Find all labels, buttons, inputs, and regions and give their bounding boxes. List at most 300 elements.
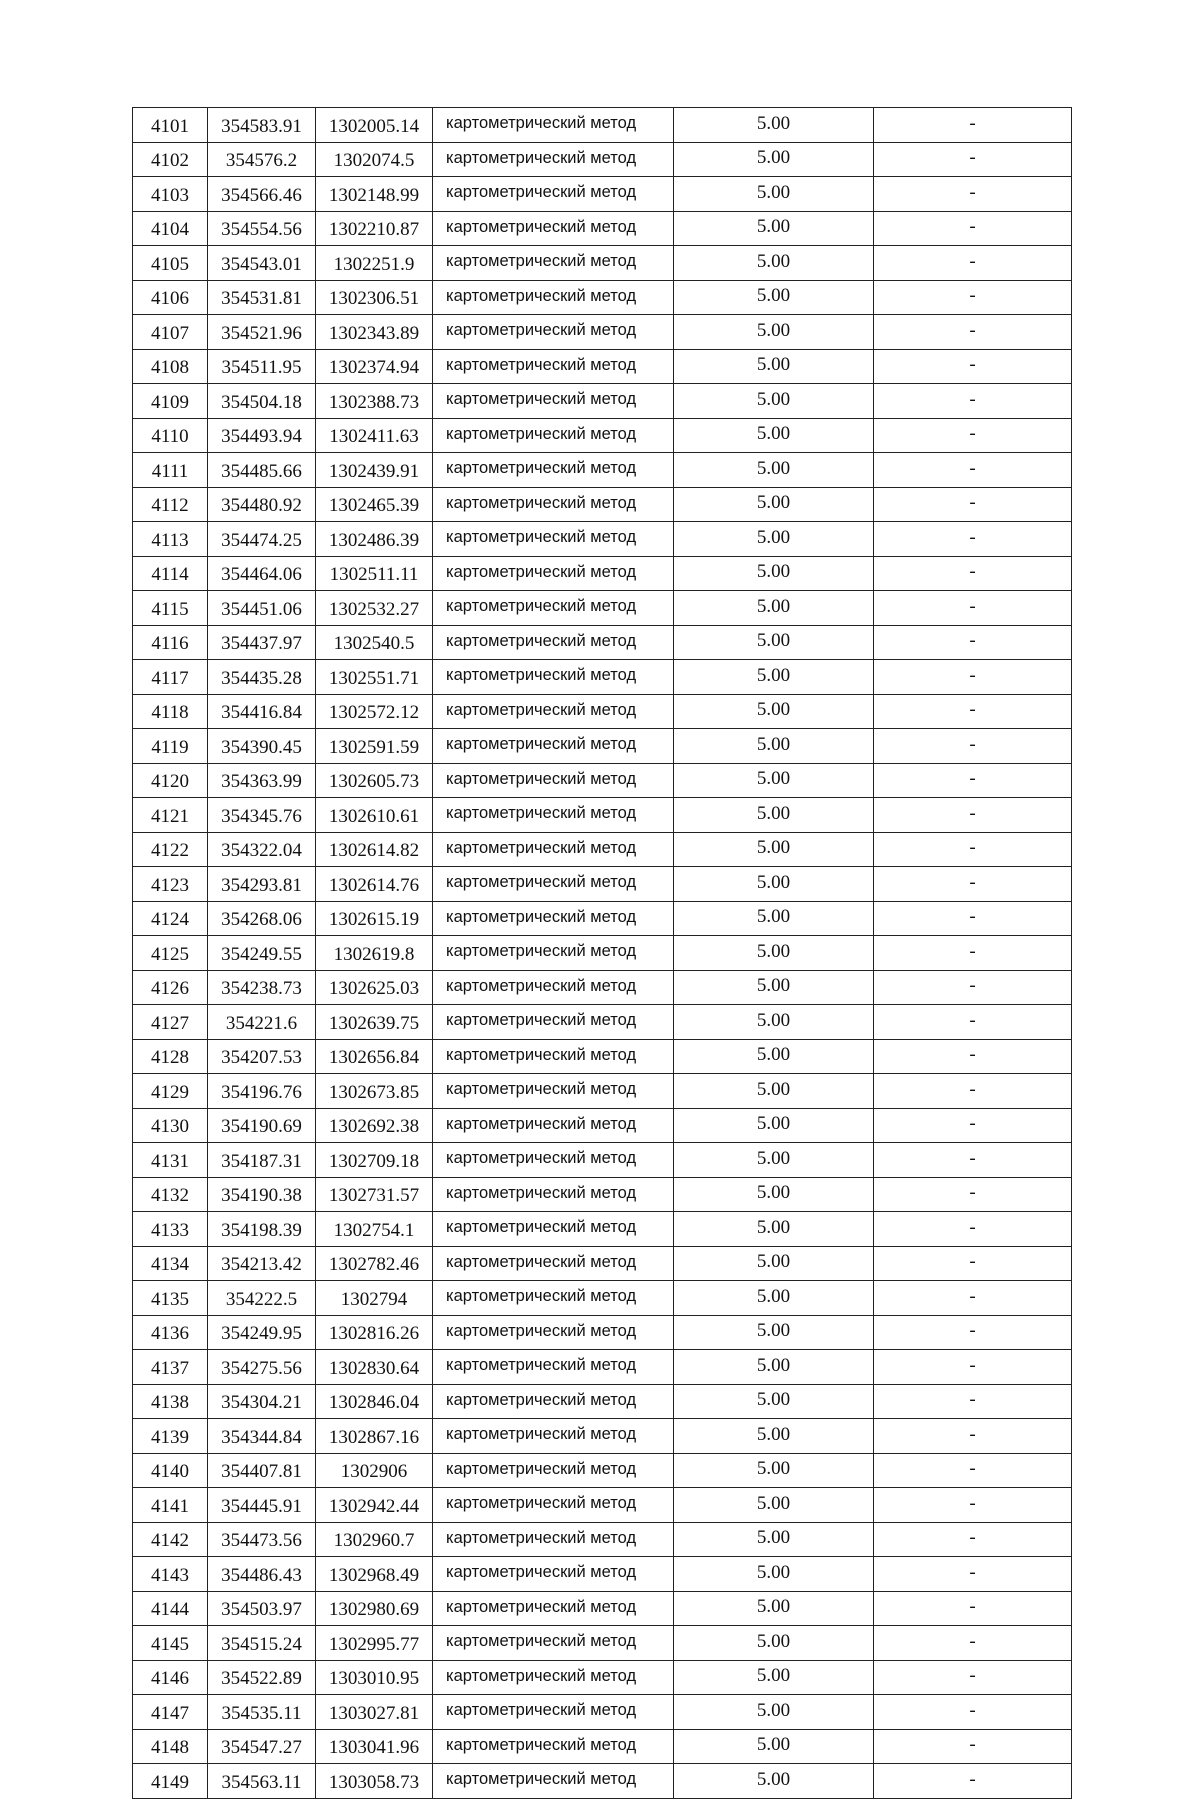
accuracy-cell: 5.00 (674, 1591, 874, 1626)
accuracy-cell: 5.00 (674, 1419, 874, 1454)
table-row (133, 1039, 1072, 1074)
y-coordinate-cell: 1302532.27 (316, 591, 433, 626)
description-cell: - (874, 729, 1072, 764)
table-row (133, 1005, 1072, 1040)
method-cell: картометрический метод (433, 108, 674, 143)
table-row (133, 418, 1072, 453)
point-number-cell: 4130 (133, 1108, 208, 1143)
point-number-cell: 4123 (133, 867, 208, 902)
point-number-cell: 4137 (133, 1350, 208, 1385)
method-cell: картометрический метод (433, 1488, 674, 1523)
accuracy-cell: 5.00 (674, 1384, 874, 1419)
y-coordinate-cell: 1302782.46 (316, 1246, 433, 1281)
y-coordinate-cell: 1302830.64 (316, 1350, 433, 1385)
table-row (133, 970, 1072, 1005)
accuracy-cell: 5.00 (674, 1522, 874, 1557)
point-number-cell: 4121 (133, 798, 208, 833)
table-row (133, 246, 1072, 281)
y-coordinate-cell: 1302656.84 (316, 1039, 433, 1074)
table-row (133, 487, 1072, 522)
x-coordinate-cell: 354503.97 (208, 1591, 316, 1626)
point-number-cell: 4144 (133, 1591, 208, 1626)
table-row (133, 1522, 1072, 1557)
point-number-cell: 4103 (133, 177, 208, 212)
x-coordinate-cell: 354293.81 (208, 867, 316, 902)
accuracy-cell: 5.00 (674, 1695, 874, 1730)
method-cell: картометрический метод (433, 936, 674, 971)
method-cell: картометрический метод (433, 591, 674, 626)
description-cell: - (874, 625, 1072, 660)
x-coordinate-cell: 354522.89 (208, 1660, 316, 1695)
x-coordinate-cell: 354566.46 (208, 177, 316, 212)
y-coordinate-cell: 1303041.96 (316, 1729, 433, 1764)
x-coordinate-cell: 354554.56 (208, 211, 316, 246)
accuracy-cell: 5.00 (674, 1626, 874, 1661)
y-coordinate-cell: 1302551.71 (316, 660, 433, 695)
table-row (133, 1695, 1072, 1730)
y-coordinate-cell: 1302794 (316, 1281, 433, 1316)
method-cell: картометрический метод (433, 660, 674, 695)
point-number-cell: 4122 (133, 832, 208, 867)
y-coordinate-cell: 1302148.99 (316, 177, 433, 212)
description-cell: - (874, 211, 1072, 246)
x-coordinate-cell: 354345.76 (208, 798, 316, 833)
description-cell: - (874, 798, 1072, 833)
y-coordinate-cell: 1302374.94 (316, 349, 433, 384)
description-cell: - (874, 901, 1072, 936)
method-cell: картометрический метод (433, 1695, 674, 1730)
description-cell: - (874, 1729, 1072, 1764)
method-cell: картометрический метод (433, 867, 674, 902)
x-coordinate-cell: 354196.76 (208, 1074, 316, 1109)
accuracy-cell: 5.00 (674, 349, 874, 384)
method-cell: картометрический метод (433, 1350, 674, 1385)
x-coordinate-cell: 354238.73 (208, 970, 316, 1005)
point-number-cell: 4139 (133, 1419, 208, 1454)
description-cell: - (874, 1384, 1072, 1419)
point-number-cell: 4132 (133, 1177, 208, 1212)
table-row (133, 1729, 1072, 1764)
description-cell: - (874, 970, 1072, 1005)
method-cell: картометрический метод (433, 1591, 674, 1626)
y-coordinate-cell: 1302754.1 (316, 1212, 433, 1247)
y-coordinate-cell: 1302846.04 (316, 1384, 433, 1419)
accuracy-cell: 5.00 (674, 867, 874, 902)
accuracy-cell: 5.00 (674, 1729, 874, 1764)
y-coordinate-cell: 1302439.91 (316, 453, 433, 488)
description-cell: - (874, 1488, 1072, 1523)
description-cell: - (874, 246, 1072, 281)
table-row (133, 1419, 1072, 1454)
method-cell: картометрический метод (433, 798, 674, 833)
method-cell: картометрический метод (433, 694, 674, 729)
point-number-cell: 4145 (133, 1626, 208, 1661)
x-coordinate-cell: 354221.6 (208, 1005, 316, 1040)
x-coordinate-cell: 354547.27 (208, 1729, 316, 1764)
x-coordinate-cell: 354493.94 (208, 418, 316, 453)
description-cell: - (874, 1005, 1072, 1040)
table-row (133, 522, 1072, 557)
table-row (133, 1557, 1072, 1592)
point-number-cell: 4133 (133, 1212, 208, 1247)
accuracy-cell: 5.00 (674, 487, 874, 522)
point-number-cell: 4127 (133, 1005, 208, 1040)
table-row (133, 1315, 1072, 1350)
accuracy-cell: 5.00 (674, 1212, 874, 1247)
point-number-cell: 4114 (133, 556, 208, 591)
accuracy-cell: 5.00 (674, 660, 874, 695)
point-number-cell: 4143 (133, 1557, 208, 1592)
point-number-cell: 4129 (133, 1074, 208, 1109)
y-coordinate-cell: 1302074.5 (316, 142, 433, 177)
y-coordinate-cell: 1302572.12 (316, 694, 433, 729)
x-coordinate-cell: 354451.06 (208, 591, 316, 626)
method-cell: картометрический метод (433, 315, 674, 350)
description-cell: - (874, 1177, 1072, 1212)
method-cell: картометрический метод (433, 1143, 674, 1178)
table-row (133, 1626, 1072, 1661)
x-coordinate-cell: 354473.56 (208, 1522, 316, 1557)
x-coordinate-cell: 354435.28 (208, 660, 316, 695)
accuracy-cell: 5.00 (674, 522, 874, 557)
x-coordinate-cell: 354275.56 (208, 1350, 316, 1385)
x-coordinate-cell: 354190.69 (208, 1108, 316, 1143)
y-coordinate-cell: 1302605.73 (316, 763, 433, 798)
y-coordinate-cell: 1302411.63 (316, 418, 433, 453)
description-cell: - (874, 177, 1072, 212)
x-coordinate-cell: 354363.99 (208, 763, 316, 798)
y-coordinate-cell: 1302995.77 (316, 1626, 433, 1661)
point-number-cell: 4118 (133, 694, 208, 729)
description-cell: - (874, 867, 1072, 902)
y-coordinate-cell: 1302486.39 (316, 522, 433, 557)
method-cell: картометрический метод (433, 1005, 674, 1040)
x-coordinate-cell: 354198.39 (208, 1212, 316, 1247)
point-number-cell: 4140 (133, 1453, 208, 1488)
point-number-cell: 4146 (133, 1660, 208, 1695)
accuracy-cell: 5.00 (674, 798, 874, 833)
y-coordinate-cell: 1303010.95 (316, 1660, 433, 1695)
x-coordinate-cell: 354576.2 (208, 142, 316, 177)
method-cell: картометрический метод (433, 349, 674, 384)
table-row (133, 867, 1072, 902)
y-coordinate-cell: 1302673.85 (316, 1074, 433, 1109)
accuracy-cell: 5.00 (674, 1005, 874, 1040)
y-coordinate-cell: 1302692.38 (316, 1108, 433, 1143)
accuracy-cell: 5.00 (674, 1315, 874, 1350)
accuracy-cell: 5.00 (674, 211, 874, 246)
coordinates-table (132, 107, 1072, 1799)
x-coordinate-cell: 354486.43 (208, 1557, 316, 1592)
accuracy-cell: 5.00 (674, 1764, 874, 1799)
accuracy-cell: 5.00 (674, 625, 874, 660)
table-row (133, 901, 1072, 936)
description-cell: - (874, 1522, 1072, 1557)
x-coordinate-cell: 354521.96 (208, 315, 316, 350)
point-number-cell: 4104 (133, 211, 208, 246)
accuracy-cell: 5.00 (674, 936, 874, 971)
accuracy-cell: 5.00 (674, 1143, 874, 1178)
table-row (133, 1281, 1072, 1316)
description-cell: - (874, 591, 1072, 626)
description-cell: - (874, 1695, 1072, 1730)
accuracy-cell: 5.00 (674, 556, 874, 591)
y-coordinate-cell: 1302960.7 (316, 1522, 433, 1557)
x-coordinate-cell: 354207.53 (208, 1039, 316, 1074)
x-coordinate-cell: 354416.84 (208, 694, 316, 729)
method-cell: картометрический метод (433, 1281, 674, 1316)
point-number-cell: 4107 (133, 315, 208, 350)
description-cell: - (874, 315, 1072, 350)
method-cell: картометрический метод (433, 1108, 674, 1143)
y-coordinate-cell: 1302709.18 (316, 1143, 433, 1178)
table-row (133, 142, 1072, 177)
table-row (133, 1108, 1072, 1143)
point-number-cell: 4115 (133, 591, 208, 626)
y-coordinate-cell: 1302306.51 (316, 280, 433, 315)
method-cell: картометрический метод (433, 211, 674, 246)
y-coordinate-cell: 1302210.87 (316, 211, 433, 246)
method-cell: картометрический метод (433, 1453, 674, 1488)
description-cell: - (874, 763, 1072, 798)
description-cell: - (874, 418, 1072, 453)
method-cell: картометрический метод (433, 418, 674, 453)
table-row (133, 1764, 1072, 1799)
point-number-cell: 4110 (133, 418, 208, 453)
method-cell: картометрический метод (433, 384, 674, 419)
accuracy-cell: 5.00 (674, 246, 874, 281)
table-row (133, 798, 1072, 833)
point-number-cell: 4135 (133, 1281, 208, 1316)
y-coordinate-cell: 1302639.75 (316, 1005, 433, 1040)
table-row (133, 556, 1072, 591)
y-coordinate-cell: 1302005.14 (316, 108, 433, 143)
table-row (133, 936, 1072, 971)
method-cell: картометрический метод (433, 1419, 674, 1454)
description-cell: - (874, 1626, 1072, 1661)
method-cell: картометрический метод (433, 487, 674, 522)
method-cell: картометрический метод (433, 1039, 674, 1074)
coordinates-table-body (133, 108, 1072, 1799)
table-row (133, 1591, 1072, 1626)
point-number-cell: 4117 (133, 660, 208, 695)
point-number-cell: 4116 (133, 625, 208, 660)
accuracy-cell: 5.00 (674, 591, 874, 626)
x-coordinate-cell: 354249.95 (208, 1315, 316, 1350)
description-cell: - (874, 936, 1072, 971)
table-row (133, 349, 1072, 384)
x-coordinate-cell: 354249.55 (208, 936, 316, 971)
description-cell: - (874, 453, 1072, 488)
y-coordinate-cell: 1303058.73 (316, 1764, 433, 1799)
accuracy-cell: 5.00 (674, 1108, 874, 1143)
point-number-cell: 4111 (133, 453, 208, 488)
y-coordinate-cell: 1302610.61 (316, 798, 433, 833)
point-number-cell: 4142 (133, 1522, 208, 1557)
accuracy-cell: 5.00 (674, 177, 874, 212)
description-cell: - (874, 1108, 1072, 1143)
accuracy-cell: 5.00 (674, 1281, 874, 1316)
description-cell: - (874, 1315, 1072, 1350)
method-cell: картометрический метод (433, 1177, 674, 1212)
table-row (133, 1246, 1072, 1281)
point-number-cell: 4120 (133, 763, 208, 798)
y-coordinate-cell: 1302614.82 (316, 832, 433, 867)
y-coordinate-cell: 1302251.9 (316, 246, 433, 281)
x-coordinate-cell: 354268.06 (208, 901, 316, 936)
accuracy-cell: 5.00 (674, 315, 874, 350)
x-coordinate-cell: 354543.01 (208, 246, 316, 281)
point-number-cell: 4102 (133, 142, 208, 177)
point-number-cell: 4124 (133, 901, 208, 936)
y-coordinate-cell: 1302343.89 (316, 315, 433, 350)
method-cell: картометрический метод (433, 1764, 674, 1799)
description-cell: - (874, 142, 1072, 177)
point-number-cell: 4136 (133, 1315, 208, 1350)
table-row (133, 280, 1072, 315)
y-coordinate-cell: 1302625.03 (316, 970, 433, 1005)
description-cell: - (874, 384, 1072, 419)
y-coordinate-cell: 1302816.26 (316, 1315, 433, 1350)
description-cell: - (874, 660, 1072, 695)
x-coordinate-cell: 354190.38 (208, 1177, 316, 1212)
accuracy-cell: 5.00 (674, 729, 874, 764)
table-row (133, 694, 1072, 729)
table-row (133, 625, 1072, 660)
description-cell: - (874, 280, 1072, 315)
method-cell: картометрический метод (433, 832, 674, 867)
description-cell: - (874, 1039, 1072, 1074)
point-number-cell: 4148 (133, 1729, 208, 1764)
y-coordinate-cell: 1302942.44 (316, 1488, 433, 1523)
description-cell: - (874, 349, 1072, 384)
x-coordinate-cell: 354474.25 (208, 522, 316, 557)
y-coordinate-cell: 1302615.19 (316, 901, 433, 936)
method-cell: картометрический метод (433, 729, 674, 764)
table-row (133, 832, 1072, 867)
accuracy-cell: 5.00 (674, 1488, 874, 1523)
table-row (133, 1212, 1072, 1247)
accuracy-cell: 5.00 (674, 1177, 874, 1212)
method-cell: картометрический метод (433, 522, 674, 557)
x-coordinate-cell: 354535.11 (208, 1695, 316, 1730)
x-coordinate-cell: 354322.04 (208, 832, 316, 867)
method-cell: картометрический метод (433, 1557, 674, 1592)
y-coordinate-cell: 1302731.57 (316, 1177, 433, 1212)
accuracy-cell: 5.00 (674, 142, 874, 177)
table-row (133, 1453, 1072, 1488)
description-cell: - (874, 1764, 1072, 1799)
description-cell: - (874, 108, 1072, 143)
description-cell: - (874, 1591, 1072, 1626)
y-coordinate-cell: 1302906 (316, 1453, 433, 1488)
x-coordinate-cell: 354583.91 (208, 108, 316, 143)
method-cell: картометрический метод (433, 1626, 674, 1661)
description-cell: - (874, 556, 1072, 591)
point-number-cell: 4105 (133, 246, 208, 281)
y-coordinate-cell: 1302867.16 (316, 1419, 433, 1454)
accuracy-cell: 5.00 (674, 694, 874, 729)
accuracy-cell: 5.00 (674, 1557, 874, 1592)
description-cell: - (874, 1350, 1072, 1385)
table-row (133, 1488, 1072, 1523)
table-row (133, 384, 1072, 419)
x-coordinate-cell: 354515.24 (208, 1626, 316, 1661)
table-row (133, 1660, 1072, 1695)
description-cell: - (874, 1660, 1072, 1695)
table-row (133, 660, 1072, 695)
y-coordinate-cell: 1302465.39 (316, 487, 433, 522)
point-number-cell: 4106 (133, 280, 208, 315)
y-coordinate-cell: 1302980.69 (316, 1591, 433, 1626)
description-cell: - (874, 1453, 1072, 1488)
table-row (133, 1177, 1072, 1212)
y-coordinate-cell: 1303027.81 (316, 1695, 433, 1730)
table-row (133, 591, 1072, 626)
method-cell: картометрический метод (433, 1729, 674, 1764)
description-cell: - (874, 1143, 1072, 1178)
accuracy-cell: 5.00 (674, 280, 874, 315)
x-coordinate-cell: 354407.81 (208, 1453, 316, 1488)
table-row (133, 1143, 1072, 1178)
method-cell: картометрический метод (433, 177, 674, 212)
method-cell: картометрический метод (433, 556, 674, 591)
accuracy-cell: 5.00 (674, 453, 874, 488)
y-coordinate-cell: 1302619.8 (316, 936, 433, 971)
x-coordinate-cell: 354390.45 (208, 729, 316, 764)
accuracy-cell: 5.00 (674, 832, 874, 867)
point-number-cell: 4128 (133, 1039, 208, 1074)
method-cell: картометрический метод (433, 1246, 674, 1281)
method-cell: картометрический метод (433, 1660, 674, 1695)
method-cell: картометрический метод (433, 453, 674, 488)
method-cell: картометрический метод (433, 970, 674, 1005)
description-cell: - (874, 832, 1072, 867)
description-cell: - (874, 487, 1072, 522)
method-cell: картометрический метод (433, 280, 674, 315)
description-cell: - (874, 694, 1072, 729)
table-row (133, 315, 1072, 350)
accuracy-cell: 5.00 (674, 384, 874, 419)
table-row (133, 729, 1072, 764)
description-cell: - (874, 522, 1072, 557)
point-number-cell: 4147 (133, 1695, 208, 1730)
table-row (133, 1350, 1072, 1385)
y-coordinate-cell: 1302388.73 (316, 384, 433, 419)
x-coordinate-cell: 354563.11 (208, 1764, 316, 1799)
point-number-cell: 4119 (133, 729, 208, 764)
y-coordinate-cell: 1302591.59 (316, 729, 433, 764)
table-row (133, 453, 1072, 488)
x-coordinate-cell: 354187.31 (208, 1143, 316, 1178)
table-row (133, 108, 1072, 143)
description-cell: - (874, 1281, 1072, 1316)
point-number-cell: 4113 (133, 522, 208, 557)
table-row (133, 1384, 1072, 1419)
x-coordinate-cell: 354511.95 (208, 349, 316, 384)
accuracy-cell: 5.00 (674, 1453, 874, 1488)
method-cell: картометрический метод (433, 142, 674, 177)
table-row (133, 1074, 1072, 1109)
point-number-cell: 4134 (133, 1246, 208, 1281)
point-number-cell: 4141 (133, 1488, 208, 1523)
point-number-cell: 4138 (133, 1384, 208, 1419)
point-number-cell: 4109 (133, 384, 208, 419)
y-coordinate-cell: 1302614.76 (316, 867, 433, 902)
accuracy-cell: 5.00 (674, 108, 874, 143)
description-cell: - (874, 1557, 1072, 1592)
method-cell: картометрический метод (433, 1522, 674, 1557)
